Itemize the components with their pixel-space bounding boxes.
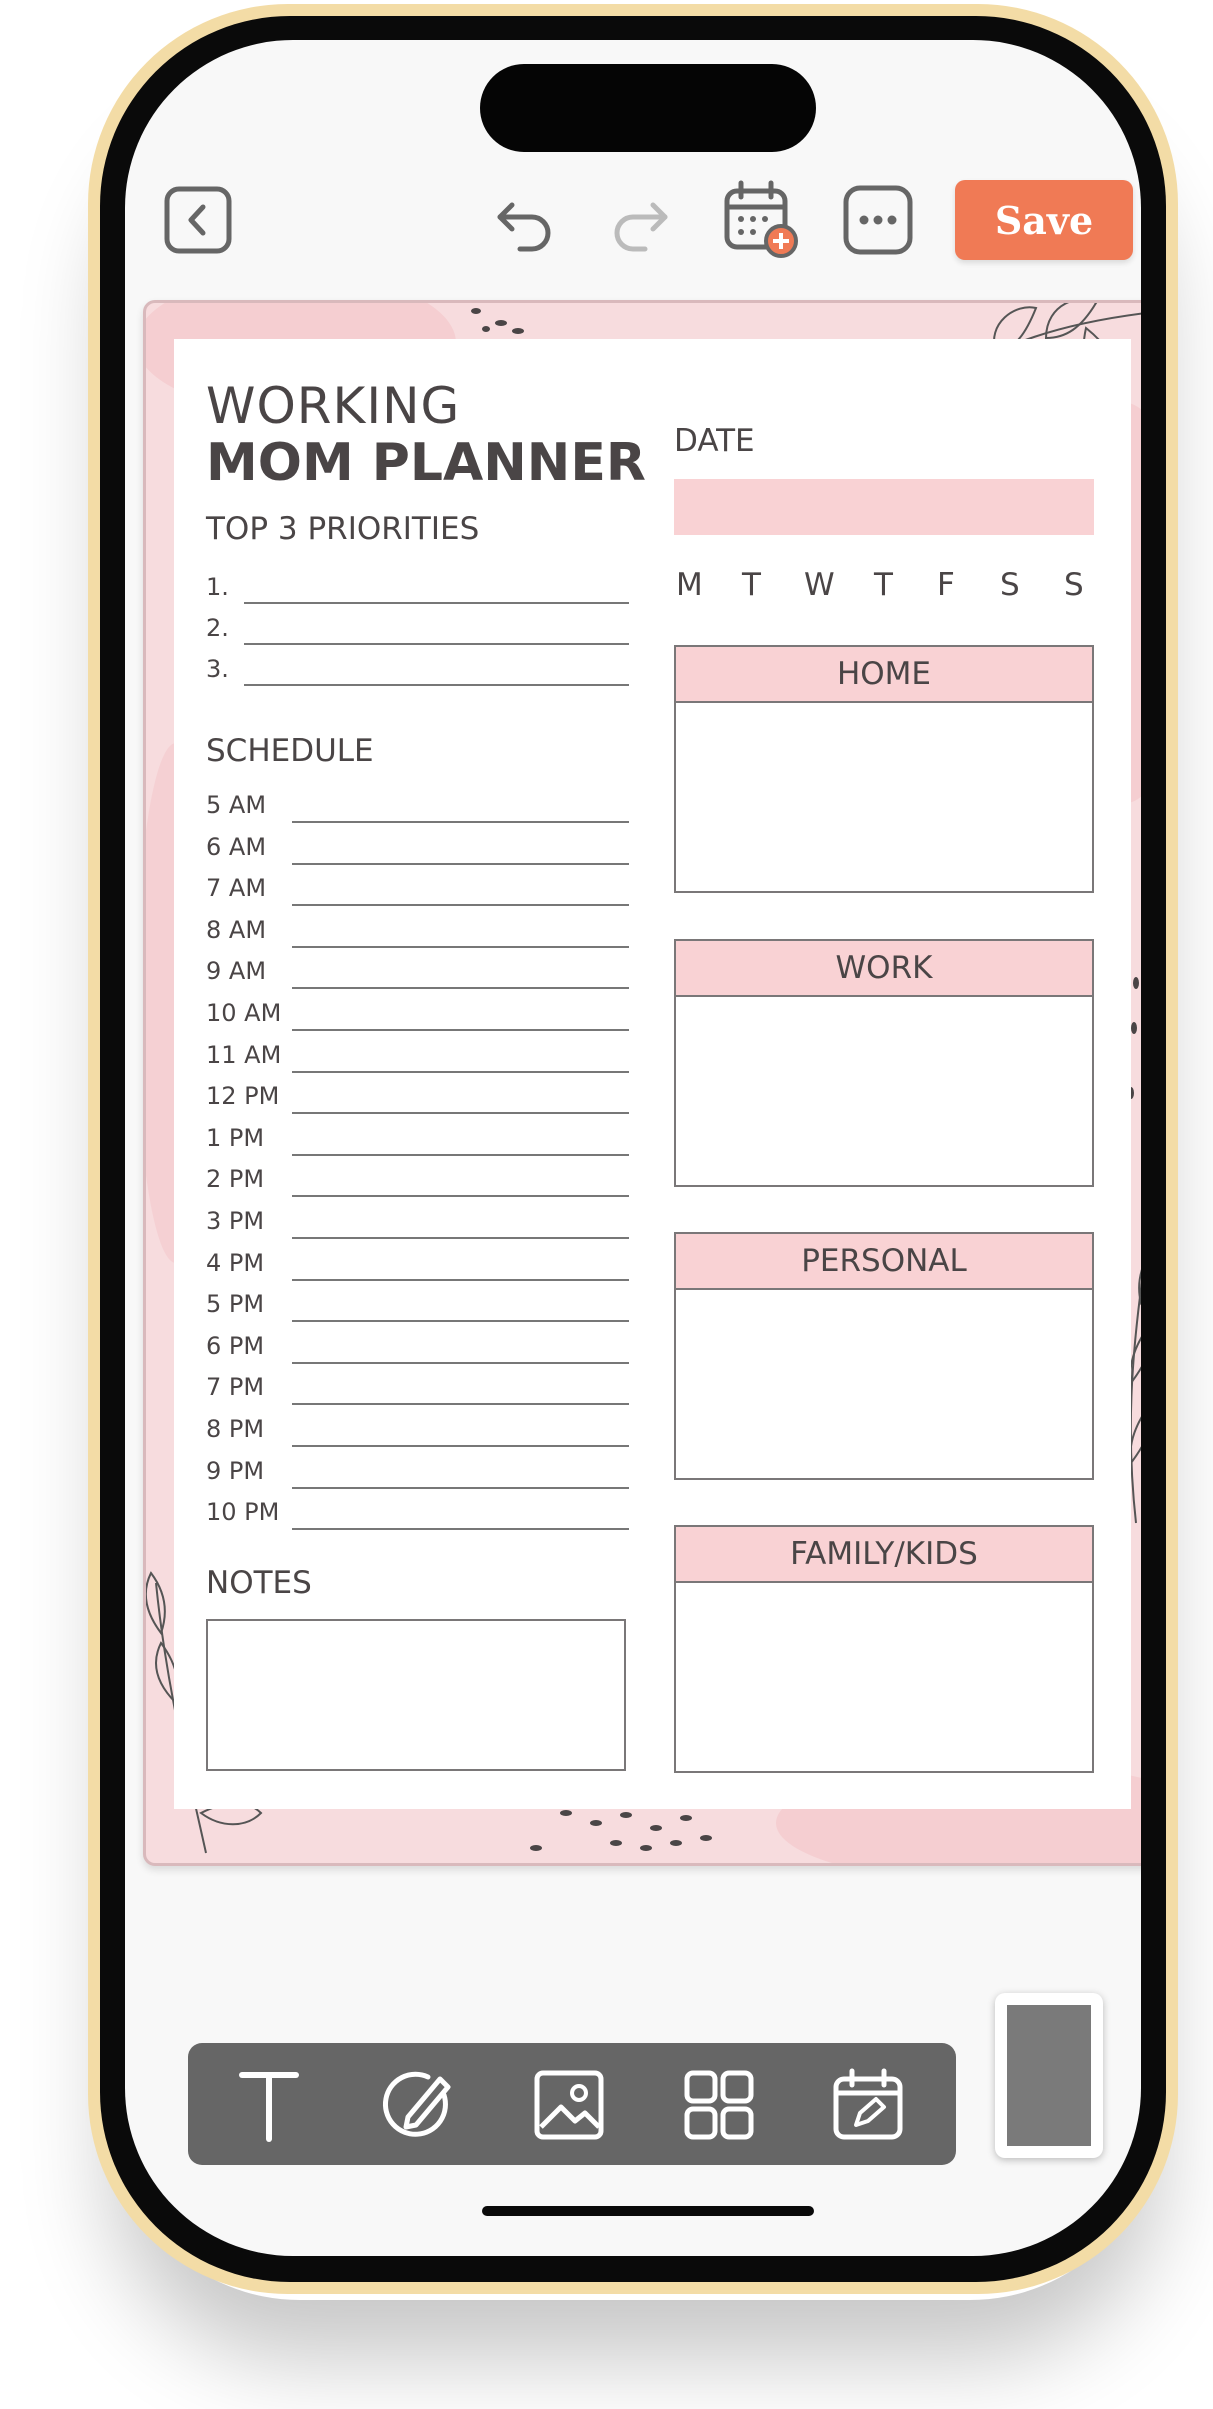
priorities-heading: TOP 3 PRIORITIES <box>206 511 480 547</box>
notes-box[interactable] <box>206 1619 626 1771</box>
weekday-label[interactable]: T <box>742 567 761 603</box>
more-button[interactable] <box>838 180 918 260</box>
schedule-time: 6 AM <box>206 832 267 861</box>
pen-tool-icon <box>378 2065 458 2145</box>
schedule-time: 5 PM <box>206 1290 265 1319</box>
add-calendar-button[interactable] <box>717 175 807 265</box>
schedule-time: 8 AM <box>206 915 267 944</box>
more-icon <box>842 184 914 256</box>
schedule-time: 7 AM <box>206 874 267 903</box>
priority-line[interactable] <box>244 643 629 645</box>
date-field[interactable] <box>674 479 1094 535</box>
category-heading: FAMILY/KIDS <box>676 1527 1092 1583</box>
category-heading: HOME <box>676 647 1092 703</box>
schedule-line[interactable] <box>292 863 629 865</box>
schedule-line[interactable] <box>292 1279 629 1281</box>
schedule-line[interactable] <box>292 987 629 989</box>
schedule-line[interactable] <box>292 1195 629 1197</box>
page-thumbnail[interactable] <box>995 1993 1103 2158</box>
schedule-time: 5 AM <box>206 791 267 819</box>
priority-number: 2. <box>206 614 229 642</box>
schedule-time: 9 PM <box>206 1456 265 1485</box>
elements-tool-button[interactable] <box>675 2061 763 2149</box>
category-box-family-kids[interactable] <box>674 1525 1094 1773</box>
back-button[interactable] <box>158 180 238 260</box>
schedule-time: 1 PM <box>206 1123 265 1152</box>
schedule-time: 4 PM <box>206 1248 265 1277</box>
weekday-label[interactable]: S <box>1000 567 1020 603</box>
schedule-line[interactable] <box>292 946 629 948</box>
save-button[interactable]: Save <box>955 180 1133 260</box>
category-box-personal[interactable] <box>674 1232 1094 1480</box>
schedule-line[interactable] <box>292 904 629 906</box>
image-tool-button[interactable] <box>525 2061 613 2149</box>
calendar-add-icon <box>721 179 803 261</box>
schedule-line[interactable] <box>292 1403 629 1405</box>
priority-line[interactable] <box>244 684 629 686</box>
schedule-time: 3 PM <box>206 1207 265 1235</box>
calendar-edit-icon <box>830 2067 906 2143</box>
image-tool-icon <box>531 2067 607 2143</box>
schedule-line[interactable] <box>292 1487 629 1489</box>
page-thumbnail-preview <box>1007 2005 1091 2146</box>
back-icon <box>163 185 233 255</box>
category-heading: WORK <box>676 941 1092 997</box>
planner-content <box>174 339 1131 1809</box>
schedule-heading: SCHEDULE <box>206 733 374 769</box>
schedule-time: 6 PM <box>206 1331 265 1360</box>
schedule-line[interactable] <box>292 1112 629 1114</box>
undo-button[interactable] <box>485 180 565 260</box>
redo-icon <box>605 185 675 255</box>
bottom-toolbar <box>188 2043 956 2165</box>
pen-tool-button[interactable] <box>374 2061 462 2149</box>
schedule-time: 11 AM <box>206 1040 282 1069</box>
priority-line[interactable] <box>244 602 629 604</box>
calendar-edit-button[interactable] <box>824 2061 912 2149</box>
schedule-line[interactable] <box>292 1445 629 1447</box>
redo-button[interactable] <box>600 180 680 260</box>
priority-number: 1. <box>206 573 229 601</box>
phone-screen <box>125 40 1141 2256</box>
elements-tool-icon <box>681 2067 757 2143</box>
text-tool-icon <box>234 2065 304 2145</box>
schedule-line[interactable] <box>292 821 629 823</box>
schedule-time: 7 PM <box>206 1373 265 1402</box>
category-box-work[interactable] <box>674 939 1094 1187</box>
planner-title-line2: MOM PLANNER <box>206 433 646 493</box>
schedule-time: 8 PM <box>206 1415 265 1443</box>
schedule-line[interactable] <box>292 1029 629 1031</box>
undo-icon <box>490 185 560 255</box>
schedule-line[interactable] <box>292 1154 629 1156</box>
schedule-time: 12 PM <box>206 1082 280 1111</box>
planner-page[interactable] <box>143 300 1141 1866</box>
schedule-line[interactable] <box>292 1320 629 1322</box>
schedule-line[interactable] <box>292 1528 629 1530</box>
weekday-label[interactable]: F <box>937 567 955 603</box>
schedule-line[interactable] <box>292 1237 629 1239</box>
schedule-time: 10 AM <box>206 999 282 1027</box>
home-indicator[interactable] <box>482 2206 814 2216</box>
schedule-time: 10 PM <box>206 1498 280 1527</box>
planner-title-line1: WORKING <box>206 377 461 435</box>
weekday-label[interactable]: S <box>1064 567 1084 603</box>
notes-heading: NOTES <box>206 1565 312 1601</box>
schedule-time: 2 PM <box>206 1165 265 1194</box>
schedule-line[interactable] <box>292 1071 629 1073</box>
priority-number: 3. <box>206 655 229 683</box>
weekday-label[interactable]: T <box>874 567 893 603</box>
date-label: DATE <box>674 423 755 459</box>
dynamic-island <box>480 64 816 152</box>
schedule-time: 9 AM <box>206 957 267 986</box>
weekday-label[interactable]: W <box>804 567 835 603</box>
category-box-home[interactable] <box>674 645 1094 893</box>
schedule-line[interactable] <box>292 1362 629 1364</box>
text-tool-button[interactable] <box>225 2061 313 2149</box>
weekday-label[interactable]: M <box>676 567 703 603</box>
category-heading: PERSONAL <box>676 1234 1092 1290</box>
